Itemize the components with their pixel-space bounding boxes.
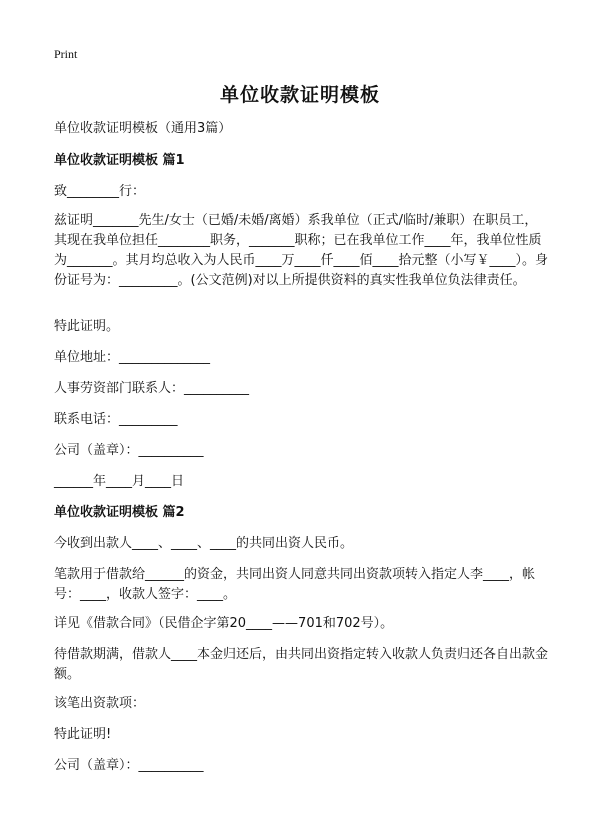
section2-heading: 单位收款证明模板 篇2 xyxy=(54,505,185,520)
section1-heading: 单位收款证明模板 篇1 xyxy=(54,153,185,168)
contract-reference: 详见《借款合同》（民借企字第20____——701和702号）。 xyxy=(54,616,394,631)
company-seal-field: 公司（盖章）：__________ xyxy=(54,443,204,458)
document-subtitle: 单位收款证明模板（通用3篇） xyxy=(54,121,232,136)
repayment-paragraph: 待借款期满，借款人____本金归还后，由共同出资指定转入收款人负责归还各自出款金额。 xyxy=(54,647,549,682)
loan-usage-paragraph: 笔款用于借款给______的资金，共同出资人同意共同出资款项转入指定人李____，帐号：____，收款人签字：____。 xyxy=(54,567,536,602)
hr-contact-field: 人事劳资部门联系人：__________ xyxy=(54,381,250,396)
company-seal-field-2: 公司（盖章）：__________ xyxy=(54,758,204,773)
received-statement: 今收到出款人____、____、____的共同出资人民币。 xyxy=(54,536,354,551)
certify-statement: 特此证明。 xyxy=(54,319,120,334)
funding-items-label: 该笔出资款项： xyxy=(54,696,146,711)
date-field: ______年____月____日 xyxy=(54,474,185,489)
print-link[interactable]: Print xyxy=(54,47,78,61)
addressee-line: 致________行： xyxy=(54,184,146,199)
certificate-body: 兹证明_______先生/女士（已婚/未婚/离婚）系我单位（正式/临时/兼职）在职员工，其现在我单位担任________职务，_______职称；已在我单位工作____年，我单位性质为_______。其月均总收入为人民币____万____仟____佰____拾元整（小写￥____）。身份证号为：_________。(公文范例)对以上所提供资料的真实性我单位负法律责任。 xyxy=(54,213,549,288)
phone-field: 联系电话：_________ xyxy=(54,412,178,427)
certify-statement-2: 特此证明! xyxy=(54,727,112,742)
page-title: 单位收款证明模板 xyxy=(219,84,380,106)
unit-address-field: 单位地址：______________ xyxy=(54,350,211,365)
